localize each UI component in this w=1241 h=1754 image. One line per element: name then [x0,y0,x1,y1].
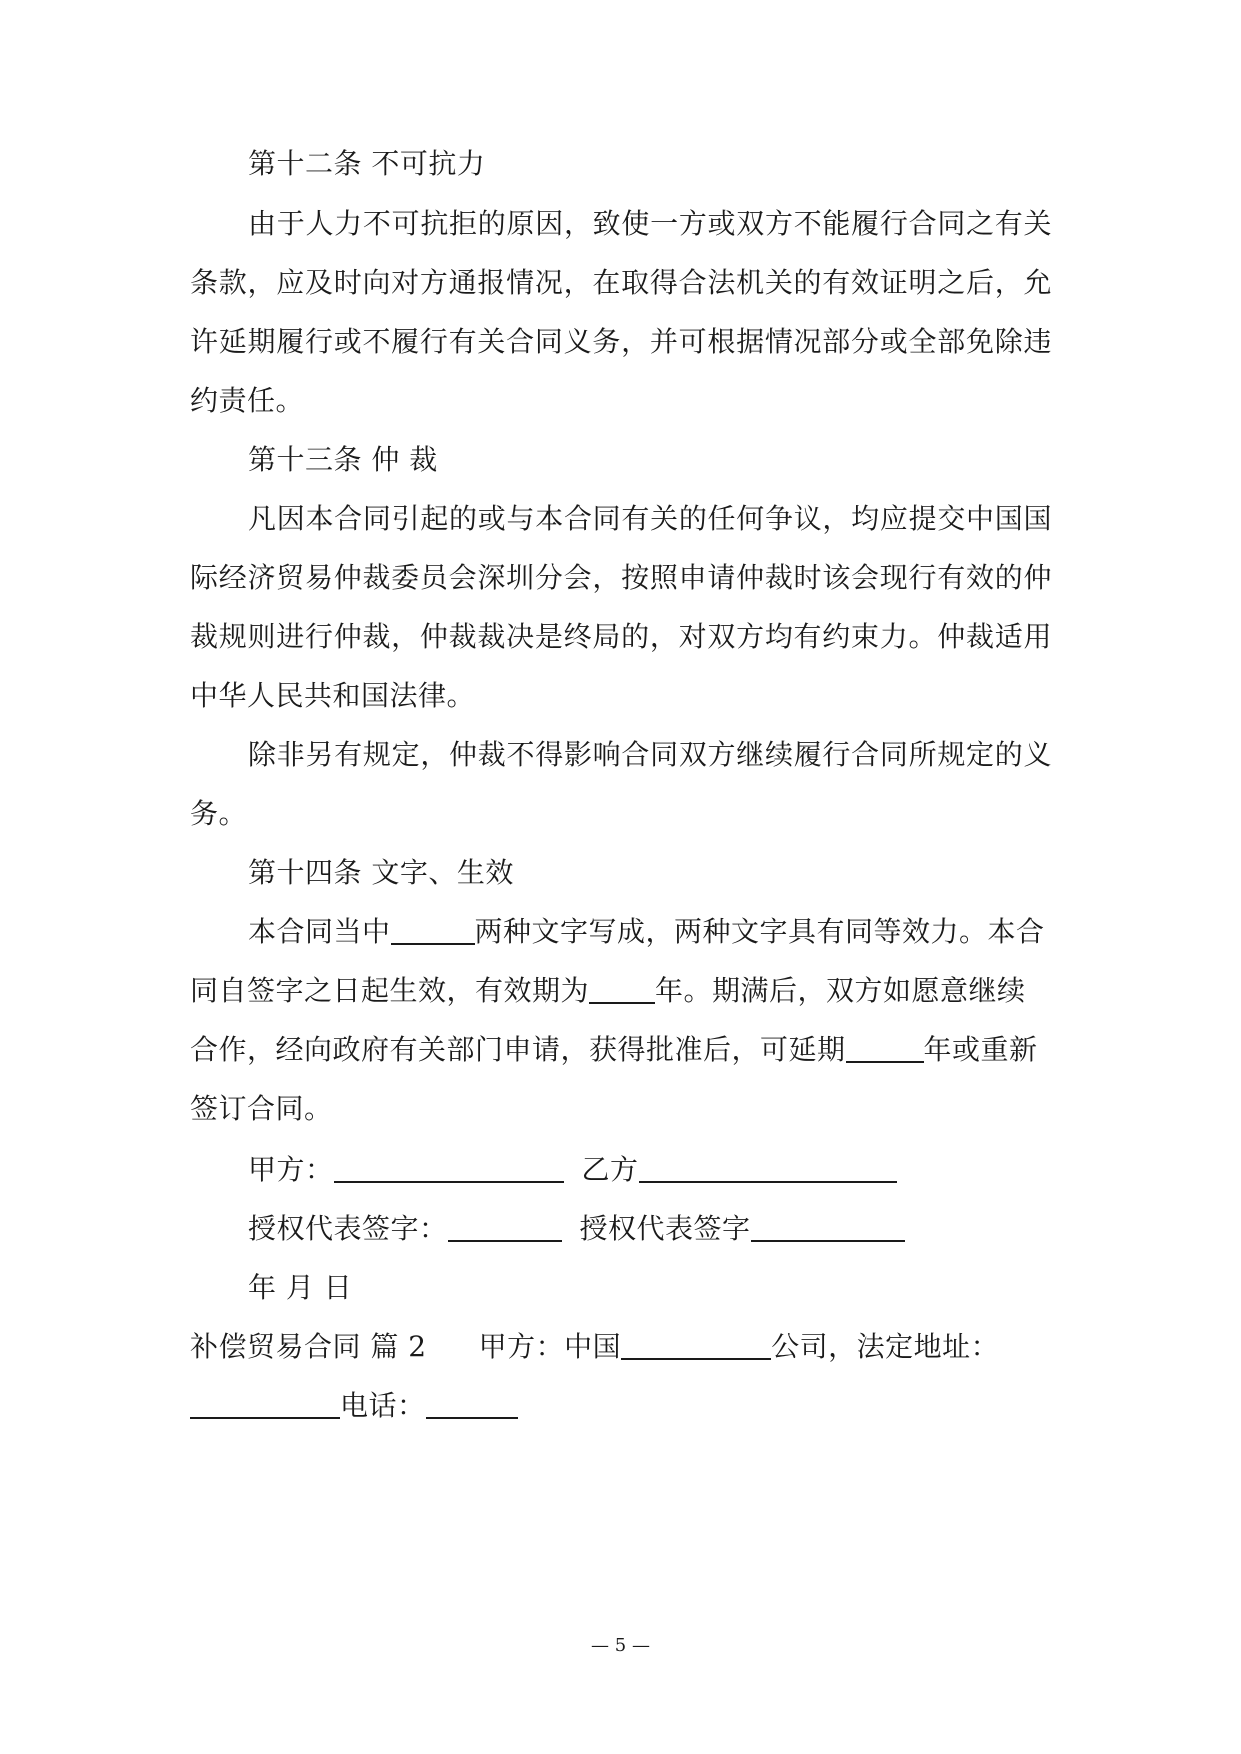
party-b-blank [639,1151,897,1183]
rep-b-label: 授权代表签字 [579,1212,751,1245]
article-12-line-2: 条款，应及时向对方通报情况，在取得合法机关的有效证明之后，允 [190,266,1052,299]
blank-line [391,913,475,945]
text: 年。期满后，双方如愿意继续 [655,974,1026,1007]
party-b-label: 乙方 [581,1153,639,1186]
contract-2-heading: 补偿贸易合同 篇 2 [190,1330,427,1363]
party-a-china: 甲方：中国 [478,1330,622,1363]
article-13-title: 第十三条 仲 裁 [248,443,438,476]
text: 年或重新 [923,1033,1038,1066]
text: 本合同当中 [248,915,391,948]
phone-label: 电话： [340,1389,426,1422]
address-blank [190,1387,340,1419]
article-12-line-1: 由于人力不可抗拒的原因，致使一方或双方不能履行合同之有关 [248,207,1052,240]
company-address-label: 公司，法定地址： [771,1330,1000,1363]
page-number: — 5 — [591,1635,650,1656]
article-12-line-4: 约责任。 [190,384,305,417]
article-12-line-3: 许延期履行或不履行有关合同义务，并可根据情况部分或全部免除违 [190,325,1052,358]
text: 两种文字写成，两种文字具有同等效力。本合 [474,915,1045,948]
article-14-line-1 [248,912,1052,952]
rep-a-blank [448,1210,562,1242]
contract-2-line-2 [190,1386,1052,1426]
blank-line [589,972,655,1004]
article-13-line-1: 凡因本合同引起的或与本合同有关的任何争议，均应提交中国国 [248,502,1052,535]
party-a-blank [334,1151,564,1183]
text: 同自签字之日起生效，有效期为 [190,974,590,1007]
text: 合作，经向政府有关部门申请，获得批准后，可延期 [190,1033,846,1066]
article-14-line-3 [190,1030,1052,1070]
blank-line [846,1031,924,1063]
contract-2-line-1 [190,1327,1052,1367]
article-13-line-4: 中华人民共和国法律。 [190,679,476,712]
signature-date: 年 月 日 [248,1271,353,1304]
article-14-line-4: 签订合同。 [190,1092,333,1125]
article-13-line-3: 裁规则进行仲裁，仲裁裁决是终局的，对双方均有约束力。仲裁适用 [190,620,1052,653]
article-14-title: 第十四条 文字、生效 [248,856,514,889]
article-12-title: 第十二条 不可抗力 [248,147,486,180]
signature-representatives [248,1209,1052,1249]
article-13-line-2: 际经济贸易仲裁委员会深圳分会，按照申请仲裁时该会现行有效的仲 [190,561,1052,594]
company-blank [621,1328,771,1360]
article-14-line-2 [190,971,1052,1011]
rep-a-label: 授权代表签字： [248,1212,448,1245]
signature-parties [248,1150,1052,1190]
party-a-label: 甲方： [248,1153,334,1186]
article-13-para2-line-2: 务。 [190,797,248,830]
article-13-para2-line-1: 除非另有规定，仲裁不得影响合同双方继续履行合同所规定的义 [248,738,1052,771]
phone-blank [426,1387,518,1419]
rep-b-blank [751,1210,905,1242]
